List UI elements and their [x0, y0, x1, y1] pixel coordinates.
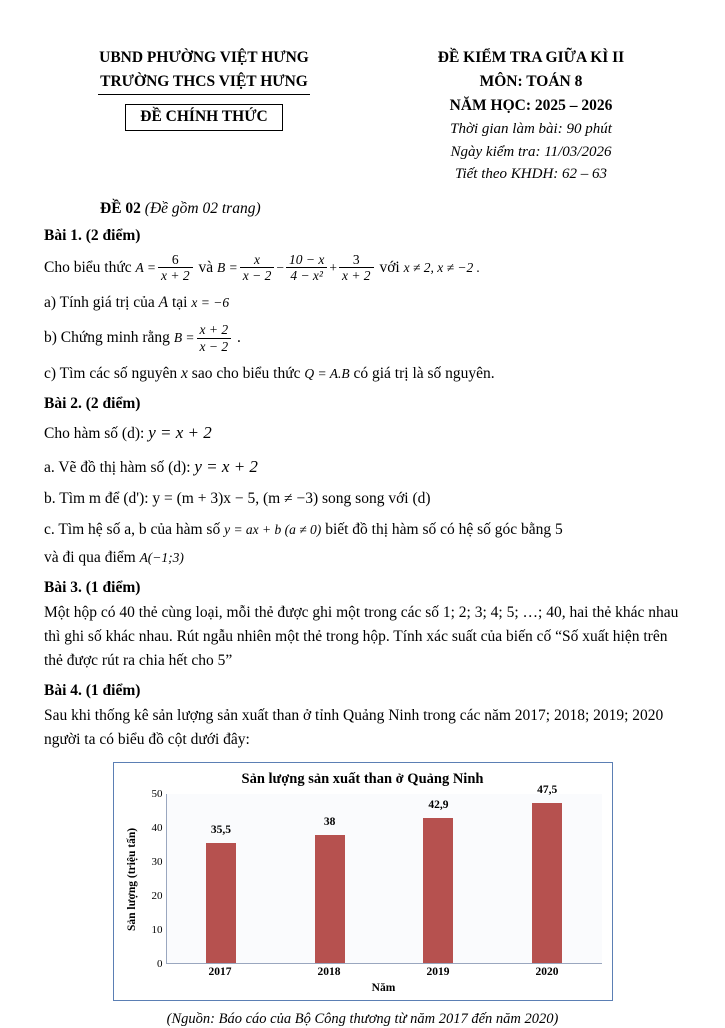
school-name: TRƯỜNG THCS VIỆT HƯNG [98, 70, 310, 95]
chart-plot [166, 783, 602, 964]
official-exam-badge: ĐỀ CHÍNH THỨC [125, 104, 282, 131]
q2-intro-text: Cho hàm số (d): [44, 425, 145, 443]
exam-subject: MÔN: TOÁN 8 [479, 73, 583, 91]
q1-intro-text: Cho biểu thức [44, 258, 132, 276]
question-1c [44, 362, 681, 386]
q1c-expression: Q = A.B [304, 366, 350, 382]
exam-code-line [44, 200, 681, 218]
chart-bar [423, 818, 453, 963]
question-2c [44, 518, 681, 542]
chart-bar-group [520, 783, 574, 963]
q1a-text: a) Tính giá trị của [44, 294, 155, 312]
question-1a [44, 291, 681, 315]
q2-function-equation: y = x + 2 [148, 423, 212, 443]
chart-bar-value-label: 47,5 [537, 783, 558, 796]
chart-y-tick: 0 [157, 958, 163, 971]
q2c-equation: y = ax + b (a ≠ 0) [224, 521, 322, 537]
q1-expression-A: A = $\frac{6}{x + 2}$ [136, 252, 195, 285]
chart-bar [532, 803, 562, 964]
q2a-equation: y = x + 2 [194, 456, 258, 476]
question-2c-cont [44, 546, 681, 570]
chart-x-tick: 2020 [535, 966, 559, 979]
chart-y-tick: 50 [151, 788, 163, 801]
chart-bars [167, 783, 602, 963]
chart-x-tick: 2017 [208, 966, 232, 979]
q1-conjunction: và [198, 258, 214, 276]
question-1-title: Bài 1. (2 điểm) [44, 226, 141, 244]
q1c-mid: sao cho biểu thức [191, 365, 301, 383]
chart-y-axis-title: Sản lượng (triệu tấn) [125, 827, 138, 931]
q1c-variable: x [181, 365, 188, 383]
question-3-text: Một hộp có 40 thẻ cùng loại, mỗi thẻ được ghi một trong các số 1; 2; 3; 4; 5; …; 40, hai thẻ khác nhau thì ghi số khác nhau. Rút ngẫu nhiên một thẻ trong hộp. Tính xác suất của biến cố “Số xuất hiện trên thẻ được rút ra chia hết cho 5” [44, 604, 679, 670]
exam-pages-note: (Đề gồm 02 trang) [144, 199, 261, 217]
q1-B-t2-den: 4 − x² [286, 267, 327, 284]
exam-date: Ngày kiểm tra: 11/03/2026 [450, 143, 612, 160]
q1-B-t1-num: x [254, 251, 261, 267]
q2c-text: c. Tìm hệ số a, b của hàm số [44, 520, 221, 538]
chart-bar-value-label: 38 [323, 815, 336, 828]
q1a-variable: A [158, 294, 169, 312]
question-2a [44, 454, 681, 480]
chart-bar-group [194, 794, 248, 963]
q1-condition-prefix: với [379, 258, 400, 276]
q1-B-t3-den: x + 2 [339, 267, 374, 284]
question-3-title: Bài 3. (1 điểm) [44, 579, 141, 596]
q1-B-t1-den: x − 2 [240, 267, 275, 284]
q1b-text: b) Chứng minh rằng [44, 329, 170, 347]
chart-x-tick: 2019 [426, 966, 450, 979]
q1b-end: . [237, 329, 241, 347]
question-4-text: Sau khi thống kê sản lượng sản xuất than ở tỉnh Quảng Ninh trong các năm 2017; 2018; 2019; 2020 người ta có biểu đồ cột dưới đây: [44, 707, 664, 749]
q2a-text: a. Vẽ đồ thị hàm số (d): [44, 458, 191, 476]
school-year: NĂM HỌC: 2025 – 2026 [449, 97, 613, 115]
q2c-mid: biết đồ thị hàm số có hệ số góc bằng 5 [325, 520, 563, 538]
chart-bar-group [303, 794, 357, 963]
q1b-num: x + 2 [199, 322, 229, 338]
question-2-intro [44, 420, 681, 446]
q1a-value: x = −6 [191, 295, 230, 311]
chart-y-tick: 40 [151, 822, 163, 835]
header-right-block [381, 46, 681, 186]
chart-x-axis-title: Năm [371, 982, 396, 995]
q1c-end: có giá trị là số nguyên. [353, 365, 495, 383]
q1b-equation: B = $\frac{x + 2}{x - 2}$ [174, 322, 233, 355]
q1a-mid: tại [171, 294, 188, 312]
question-1-intro [44, 252, 681, 285]
department-name: UBND PHƯỜNG VIỆT HƯNG [99, 49, 309, 66]
q2c-point: A(−1;3) [139, 549, 184, 565]
chart-plot-area [124, 783, 602, 971]
q1-A-denominator: x + 2 [158, 267, 193, 284]
chart-x-tick-labels [166, 966, 602, 978]
header-left-block [44, 46, 354, 131]
school-name-wrap [54, 70, 354, 95]
exam-code: ĐỀ 02 [100, 199, 141, 217]
document-header [44, 46, 681, 186]
q1-A-numerator: 6 [171, 251, 179, 267]
chart-y-ticks [140, 788, 166, 971]
chart-bar-value-label: 35,5 [210, 824, 231, 837]
bar-chart [113, 762, 613, 1001]
chart-bar [206, 843, 236, 963]
chart-y-tick: 20 [151, 890, 163, 903]
chart-source-note: (Nguồn: Báo cáo của Bộ Công thương từ năm 2017 đến năm 2020) [166, 1011, 559, 1028]
q1c-text: c) Tìm các số nguyên [44, 365, 178, 383]
question-2b: b. Tìm m để (d'): y = (m + 3)x − 5, (m ≠ −3) song song với (d) [44, 489, 431, 507]
q1-B-op1: − [276, 259, 284, 275]
question-1b [44, 322, 681, 355]
question-2-title: Bài 2. (2 điểm) [44, 395, 141, 413]
q1-condition: x ≠ 2, x ≠ −2 . [403, 259, 480, 275]
exam-duration: Thời gian làm bài: 90 phút [450, 121, 612, 138]
chart-title: Sản lượng sản xuất than ở Quảng Ninh [241, 771, 484, 788]
chart-y-tick: 30 [151, 856, 163, 869]
q1b-den: x − 2 [197, 338, 232, 355]
q1-B-t3-num: 3 [352, 251, 360, 267]
q1-B-t2-num: 10 − x [288, 251, 325, 267]
q1-expression-B: B = $\frac{x}{x - 2}$ − $\frac{10 - x}{\text{4 − x²}}$ + $\frac{3}{x + 2}$ [217, 252, 376, 285]
chart-x-tick: 2018 [317, 966, 341, 979]
chart-bar-value-label: 42,9 [428, 799, 449, 812]
chart-bar [315, 835, 345, 963]
q1-B-op2: + [329, 259, 337, 275]
question-4-title: Bài 4. (1 điểm) [44, 682, 141, 700]
exam-period: Tiết theo KHDH: 62 – 63 [454, 166, 608, 183]
q2c2-text: và đi qua điểm [44, 548, 136, 566]
exam-type: ĐỀ KIỂM TRA GIỮA KÌ II [437, 49, 625, 66]
chart-bar-group [411, 794, 465, 963]
chart-y-tick: 10 [151, 924, 163, 937]
